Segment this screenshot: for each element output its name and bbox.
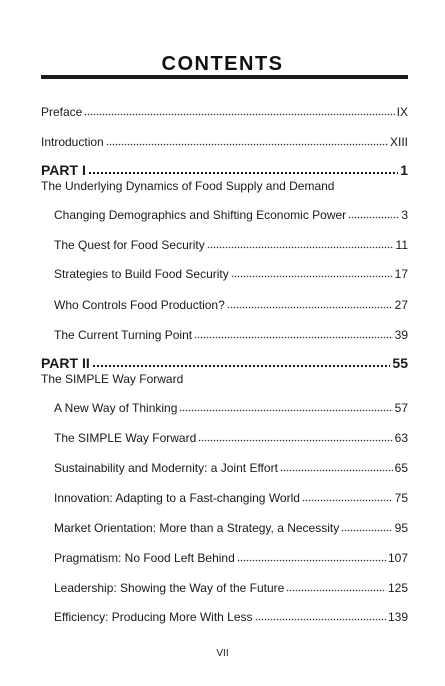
chapter-page: 125 — [387, 581, 408, 595]
chapter-label: Market Orientation: More than a Strategy, a Necessity — [54, 521, 340, 535]
part-label: PART II — [41, 355, 90, 371]
chapter-page: 57 — [394, 401, 408, 415]
chapter-label: The Current Turning Point — [54, 328, 193, 342]
toc-chapter[interactable] — [54, 460, 408, 476]
part-page: 55 — [392, 355, 408, 371]
chapter-label: Changing Demographics and Shifting Economic Power — [54, 208, 347, 222]
dot-leader — [227, 306, 393, 309]
dot-leader — [207, 246, 394, 249]
toc-chapter[interactable] — [54, 237, 408, 253]
toc-chapter[interactable] — [54, 490, 408, 506]
dot-leader — [286, 589, 386, 592]
dot-leader — [106, 143, 388, 146]
chapter-page: 107 — [387, 551, 408, 565]
part-label: PART I — [41, 162, 86, 178]
chapter-label: Pragmatism: No Food Left Behind — [54, 551, 235, 565]
dot-leader — [179, 409, 392, 412]
toc-entry-page: XIII — [389, 135, 408, 149]
chapter-page: 11 — [395, 238, 408, 252]
chapter-page: 3 — [401, 208, 408, 222]
chapter-page: 95 — [394, 521, 408, 535]
toc-chapter[interactable] — [54, 266, 408, 282]
part-page: 1 — [400, 162, 408, 178]
toc-entry-label: Introduction — [41, 135, 104, 149]
part-subtitle: The SIMPLE Way Forward — [41, 372, 184, 386]
dot-leader — [92, 364, 391, 368]
dot-leader — [84, 113, 394, 116]
chapter-label: The SIMPLE Way Forward — [54, 431, 197, 445]
toc-chapter[interactable] — [54, 580, 408, 596]
chapter-page: 139 — [387, 610, 408, 624]
page-number: VII — [216, 648, 229, 659]
toc-part-1[interactable] — [41, 161, 408, 179]
toc-entry-introduction[interactable] — [41, 134, 408, 150]
chapter-label: Who Controls Food Production? — [54, 298, 225, 312]
chapter-page: 27 — [394, 298, 408, 312]
toc-entry-preface[interactable] — [41, 104, 408, 120]
toc-chapter[interactable] — [54, 430, 408, 446]
toc-chapter[interactable] — [54, 609, 408, 625]
dot-leader — [88, 171, 398, 175]
toc-chapter[interactable] — [54, 297, 408, 313]
toc-entry-page: IX — [396, 105, 408, 119]
title-rule — [41, 75, 408, 79]
toc-chapter[interactable] — [54, 400, 408, 416]
toc-chapter[interactable] — [54, 550, 408, 566]
dot-leader — [341, 529, 392, 532]
dot-leader — [348, 216, 399, 219]
part-subtitle: The Underlying Dynamics of Food Supply and Demand — [41, 179, 335, 193]
chapter-label: The Quest for Food Security — [54, 238, 205, 252]
chapter-page: 75 — [394, 491, 408, 505]
chapter-page: 63 — [394, 431, 408, 445]
chapter-page: 39 — [394, 328, 408, 342]
chapter-label: Leadership: Showing the Way of the Future — [54, 581, 285, 595]
chapter-label: Sustainability and Modernity: a Joint Effort — [54, 461, 278, 475]
chapter-page: 17 — [394, 267, 408, 281]
dot-leader — [194, 336, 393, 339]
toc-chapter[interactable] — [54, 520, 408, 536]
toc-chapter[interactable] — [54, 327, 408, 343]
chapter-label: A New Way of Thinking — [54, 401, 178, 415]
dot-leader — [280, 469, 393, 472]
dot-leader — [231, 275, 393, 278]
dot-leader — [255, 618, 386, 621]
dot-leader — [237, 559, 386, 562]
toc-entry-label: Preface — [41, 105, 83, 119]
toc-chapter[interactable] — [54, 207, 408, 223]
dot-leader — [198, 439, 392, 442]
dot-leader — [302, 499, 393, 502]
chapter-page: 65 — [394, 461, 408, 475]
chapter-label: Efficiency: Producing More With Less — [54, 610, 253, 624]
page-title: CONTENTS — [161, 53, 284, 75]
chapter-label: Strategies to Build Food Security — [54, 267, 229, 281]
chapter-label: Innovation: Adapting to a Fast-changing World — [54, 491, 300, 505]
toc-part-2[interactable] — [41, 354, 408, 372]
